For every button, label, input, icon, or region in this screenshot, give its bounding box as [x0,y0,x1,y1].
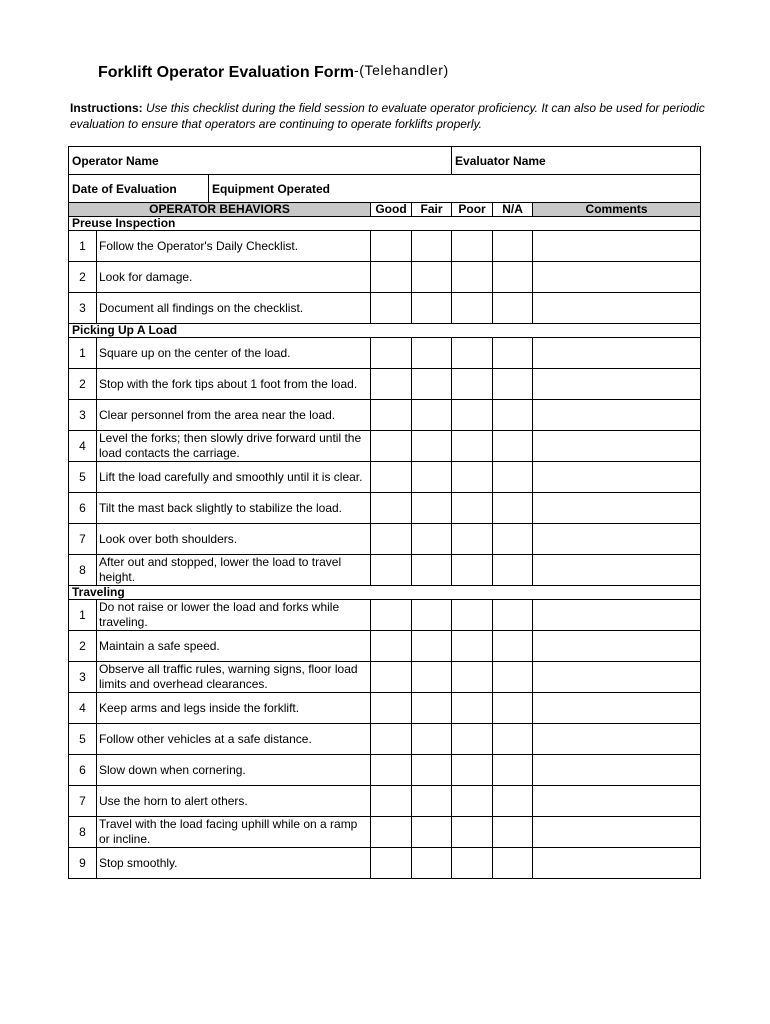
checklist-row [69,786,701,817]
checklist-row [69,817,701,848]
section-title: Preuse Inspection [69,217,701,231]
checklist-row [69,524,701,555]
comments-cell[interactable] [533,600,701,631]
poor-rating-cell[interactable] [452,555,493,586]
section-row [69,217,701,231]
na-rating-cell[interactable] [493,462,533,493]
behavior-text: Observe all traffic rules, warning signs, floor load limits and overhead clearances. [97,662,371,693]
behavior-text: Maintain a safe speed. [97,631,371,662]
good-rating-cell[interactable] [371,369,412,400]
item-number: 2 [69,369,97,400]
comments-cell[interactable] [533,293,701,324]
good-rating-cell[interactable] [371,600,412,631]
poor-rating-cell[interactable] [452,817,493,848]
fair-rating-cell[interactable] [412,555,452,586]
fair-rating-cell[interactable] [412,724,452,755]
behavior-text: Document all findings on the checklist. [97,293,371,324]
poor-rating-cell[interactable] [452,693,493,724]
poor-rating-cell[interactable] [452,293,493,324]
comments-cell[interactable] [533,755,701,786]
operator-name-field[interactable] [69,147,452,175]
form-title: Forklift Operator Evaluation Form [98,64,355,81]
na-rating-cell[interactable] [493,369,533,400]
poor-rating-cell[interactable] [452,493,493,524]
comments-cell[interactable] [533,724,701,755]
date-of-evaluation-field[interactable] [69,175,209,203]
poor-rating-cell[interactable] [452,662,493,693]
fair-rating-cell[interactable] [412,631,452,662]
good-rating-cell[interactable] [371,338,412,369]
na-rating-cell[interactable] [493,555,533,586]
comments-cell[interactable] [533,662,701,693]
poor-rating-cell[interactable] [452,338,493,369]
fair-rating-cell[interactable] [412,755,452,786]
item-number: 1 [69,600,97,631]
item-number: 1 [69,338,97,369]
item-number: 4 [69,431,97,462]
checklist-row [69,662,701,693]
fair-rating-cell[interactable] [412,493,452,524]
na-rating-cell[interactable] [493,755,533,786]
behavior-text: Look for damage. [97,262,371,293]
poor-rating-cell[interactable] [452,262,493,293]
item-number: 5 [69,462,97,493]
good-rating-cell[interactable] [371,817,412,848]
good-rating-cell[interactable] [371,631,412,662]
behavior-text: Tilt the mast back slightly to stabilize the load. [97,493,371,524]
checklist-row [69,600,701,631]
fair-rating-cell[interactable] [412,293,452,324]
good-rating-cell[interactable] [371,262,412,293]
comments-cell[interactable] [533,369,701,400]
comments-cell[interactable] [533,555,701,586]
comments-column-header: Comments [533,203,701,217]
na-rating-cell[interactable] [493,338,533,369]
na-rating-cell[interactable] [493,786,533,817]
checklist-row [69,369,701,400]
item-number: 8 [69,817,97,848]
behavior-text: Follow other vehicles at a safe distance. [97,724,371,755]
poor-rating-cell[interactable] [452,786,493,817]
comments-cell[interactable] [533,262,701,293]
item-number: 1 [69,231,97,262]
comments-cell[interactable] [533,462,701,493]
instructions-text: Use this checklist during the field session to evaluate operator proficiency. It can also be used for periodic evaluation to ensure that operators are continuing to operate forklifts properly. [70,101,705,131]
checklist-row [69,631,701,662]
na-rating-cell[interactable] [493,817,533,848]
na-rating-cell[interactable] [493,400,533,431]
evaluation-table [68,146,701,879]
comments-cell[interactable] [533,400,701,431]
evaluator-name-field[interactable] [452,147,701,175]
checklist-row [69,262,701,293]
behavior-text: Travel with the load facing uphill while on a ramp or incline. [97,817,371,848]
item-number: 3 [69,400,97,431]
good-rating-cell[interactable] [371,848,412,879]
comments-cell[interactable] [533,493,701,524]
na-rating-cell[interactable] [493,662,533,693]
item-number: 7 [69,786,97,817]
fair-column-header: Fair [412,203,452,217]
checklist-row [69,693,701,724]
na-column-header: N/A [493,203,533,217]
item-number: 9 [69,848,97,879]
behavior-text: Square up on the center of the load. [97,338,371,369]
poor-rating-cell[interactable] [452,231,493,262]
good-rating-cell[interactable] [371,693,412,724]
good-rating-cell[interactable] [371,724,412,755]
section-row [69,586,701,600]
na-rating-cell[interactable] [493,493,533,524]
checklist-row [69,293,701,324]
behavior-text: Lift the load carefully and smoothly until it is clear. [97,462,371,493]
fair-rating-cell[interactable] [412,524,452,555]
poor-rating-cell[interactable] [452,755,493,786]
comments-cell[interactable] [533,817,701,848]
equipment-operated-label: Equipment Operated [212,181,331,196]
na-rating-cell[interactable] [493,262,533,293]
behavior-text: Stop with the fork tips about 1 foot from the load. [97,369,371,400]
item-number: 2 [69,631,97,662]
comments-cell[interactable] [533,631,701,662]
behavior-text: Look over both shoulders. [97,524,371,555]
behavior-text: After out and stopped, lower the load to travel height. [97,555,371,586]
poor-rating-cell[interactable] [452,462,493,493]
good-rating-cell[interactable] [371,662,412,693]
checklist-row [69,400,701,431]
fair-rating-cell[interactable] [412,462,452,493]
checklist-row [69,555,701,586]
fair-rating-cell[interactable] [412,662,452,693]
behavior-text: Slow down when cornering. [97,755,371,786]
poor-rating-cell[interactable] [452,724,493,755]
equipment-operated-field[interactable] [209,175,701,203]
comments-cell[interactable] [533,524,701,555]
item-number: 6 [69,755,97,786]
good-rating-cell[interactable] [371,524,412,555]
poor-rating-cell[interactable] [452,600,493,631]
comments-cell[interactable] [533,693,701,724]
checklist-row [69,462,701,493]
fair-rating-cell[interactable] [412,369,452,400]
na-rating-cell[interactable] [493,693,533,724]
poor-rating-cell[interactable] [452,848,493,879]
checklist-row [69,724,701,755]
na-rating-cell[interactable] [493,724,533,755]
fair-rating-cell[interactable] [412,400,452,431]
behavior-text: Do not raise or lower the load and forks while traveling. [97,600,371,631]
checklist-row [69,431,701,462]
poor-rating-cell[interactable] [452,431,493,462]
good-rating-cell[interactable] [371,493,412,524]
poor-column-header: Poor [452,203,493,217]
behaviors-column-header: OPERATOR BEHAVIORS [69,203,371,217]
comments-cell[interactable] [533,231,701,262]
fair-rating-cell[interactable] [412,786,452,817]
instructions-label: Instructions: [70,101,143,115]
section-title: Traveling [69,586,701,600]
behavior-text: Follow the Operator's Daily Checklist. [97,231,371,262]
checklist-row [69,338,701,369]
good-rating-cell[interactable] [371,555,412,586]
behavior-text: Level the forks; then slowly drive forward until the load contacts the carriage. [97,431,371,462]
good-rating-cell[interactable] [371,755,412,786]
fair-rating-cell[interactable] [412,848,452,879]
comments-cell[interactable] [533,786,701,817]
na-rating-cell[interactable] [493,293,533,324]
section-row [69,324,701,338]
na-rating-cell[interactable] [493,631,533,662]
item-number: 6 [69,493,97,524]
item-number: 5 [69,724,97,755]
poor-rating-cell[interactable] [452,369,493,400]
behavior-text: Use the horn to alert others. [97,786,371,817]
evaluator-name-label: Evaluator Name [455,153,546,168]
operator-name-label: Operator Name [72,153,159,168]
na-rating-cell[interactable] [493,524,533,555]
item-number: 7 [69,524,97,555]
item-number: 8 [69,555,97,586]
na-rating-cell[interactable] [493,600,533,631]
column-header-row [69,203,701,217]
good-rating-cell[interactable] [371,231,412,262]
poor-rating-cell[interactable] [452,524,493,555]
comments-cell[interactable] [533,848,701,879]
good-column-header: Good [371,203,412,217]
fair-rating-cell[interactable] [412,817,452,848]
good-rating-cell[interactable] [371,786,412,817]
checklist-row [69,755,701,786]
fair-rating-cell[interactable] [412,338,452,369]
poor-rating-cell[interactable] [452,400,493,431]
form-title-block [98,64,449,82]
item-number: 3 [69,662,97,693]
good-rating-cell[interactable] [371,400,412,431]
checklist-row [69,231,701,262]
form-subtitle: -(Telehandler) [354,62,449,78]
checklist-row [69,493,701,524]
behavior-text: Stop smoothly. [97,848,371,879]
instructions [70,100,710,132]
section-title: Picking Up A Load [69,324,701,338]
fair-rating-cell[interactable] [412,693,452,724]
na-rating-cell[interactable] [493,848,533,879]
comments-cell[interactable] [533,431,701,462]
na-rating-cell[interactable] [493,231,533,262]
behavior-text: Keep arms and legs inside the forklift. [97,693,371,724]
date-of-evaluation-label: Date of Evaluation [72,181,177,196]
item-number: 3 [69,293,97,324]
good-rating-cell[interactable] [371,462,412,493]
item-number: 4 [69,693,97,724]
na-rating-cell[interactable] [493,431,533,462]
good-rating-cell[interactable] [371,431,412,462]
checklist-row [69,848,701,879]
fair-rating-cell[interactable] [412,231,452,262]
fair-rating-cell[interactable] [412,262,452,293]
behavior-text: Clear personnel from the area near the load. [97,400,371,431]
comments-cell[interactable] [533,338,701,369]
poor-rating-cell[interactable] [452,631,493,662]
good-rating-cell[interactable] [371,293,412,324]
fair-rating-cell[interactable] [412,431,452,462]
fair-rating-cell[interactable] [412,600,452,631]
item-number: 2 [69,262,97,293]
